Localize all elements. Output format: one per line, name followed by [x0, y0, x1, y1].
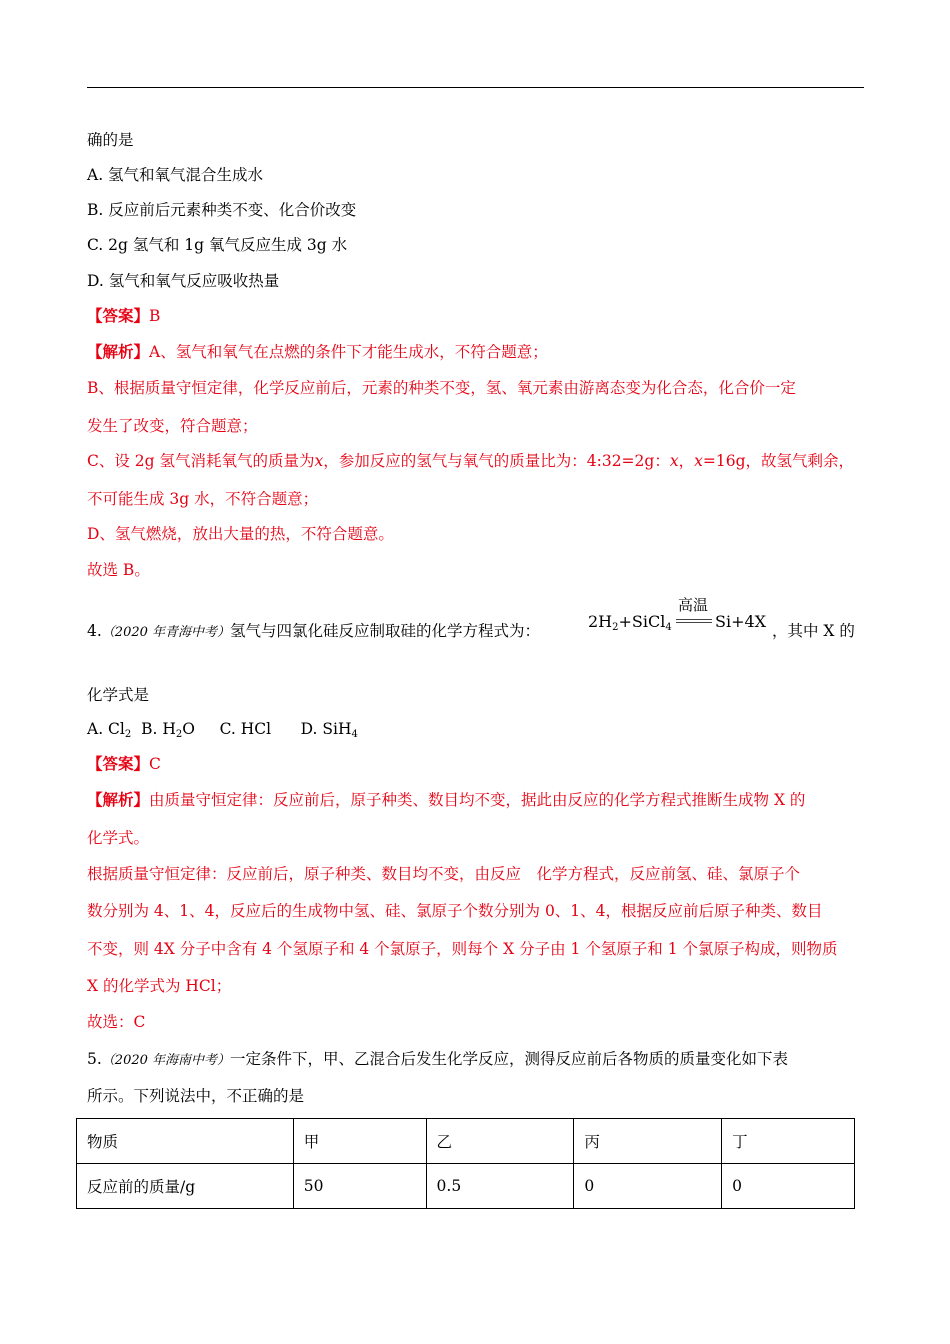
q3-answer: 【答案】B	[87, 306, 161, 325]
q3-analysis-4: C、设 2g 氢气消耗氧气的质量为x，参加反应的氢气与氧气的质量比为：4:32=2g：x，x=16g，故氢气剩余，	[87, 452, 854, 470]
q4-analysis-2: 化学式。	[87, 829, 150, 847]
q3-option-c: C. 2g 氢气和 1g 氧气反应生成 3g 水	[87, 236, 348, 254]
table-header-cell: 丁	[722, 1119, 855, 1164]
q3-stem-end: 确的是	[87, 131, 134, 149]
q4-conclusion: 故选：C	[87, 1013, 146, 1031]
q3-analysis-1: 【解析】A、氢气和氧气在点燃的条件下才能生成水，不符合题意；	[87, 342, 548, 361]
q4-answer: 【答案】C	[87, 754, 161, 773]
table-cell: 0.5	[426, 1164, 574, 1209]
q3-analysis-2: B、根据质量守恒定律，化学反应前后，元素的种类不变，氢、氧元素由游离态变为化合态，化合价一定	[87, 379, 796, 397]
q4-options: A. $Cl_2$ B. $H_2O$ C. HCl D. SiH$_4$	[87, 720, 358, 740]
q3-option-b: B. 反应前后元素种类不变、化合价改变	[87, 201, 357, 219]
table-cell: 反应前的质量/g	[77, 1164, 294, 1209]
table-cell: 0	[574, 1164, 722, 1209]
reaction-condition: 高温	[678, 596, 709, 614]
q4-analysis-1: 【解析】由质量守恒定律：反应前后，原子种类、数目均不变，据此由反应的化学方程式推断生成物 X 的	[87, 790, 806, 809]
table-header-cell: 甲	[293, 1119, 426, 1164]
q5-stem-1: 5.（2020 年海南中考）一定条件下，甲、乙混合后发生化学反应，测得反应前后各物质的质量变化如下表	[87, 1050, 789, 1068]
q4-stem: 4.（2020 年青海中考）氢气与四氯化硅反应制取硅的化学方程式为：	[87, 622, 541, 640]
q4-stem-end: 化学式是	[87, 686, 150, 704]
table-header-cell: 乙	[426, 1119, 574, 1164]
q3-analysis-6: D、氢气燃烧，放出大量的热，不符合题意。	[87, 525, 394, 543]
table-header-cell: 物质	[77, 1119, 294, 1164]
table-row	[77, 1164, 855, 1209]
q3-analysis-3: 发生了改变，符合题意；	[87, 417, 258, 435]
table-header-row	[77, 1119, 855, 1164]
q4-analysis-3: 根据质量守恒定律：反应前后，原子种类、数目均不变，由反应 化学方程式，反应前氢、硅、氯原子个	[87, 865, 801, 883]
header-rule	[87, 87, 864, 88]
chemical-equation: $2H_2+SiCl_4$ 高温 Si+4X	[588, 596, 767, 633]
q3-analysis-5: 不可能生成 3g 水，不符合题意；	[87, 490, 319, 508]
q4-analysis-6: X 的化学式为 HCl；	[87, 977, 232, 995]
q4-stem-after: ，其中 X 的	[772, 622, 855, 640]
mass-table	[76, 1118, 855, 1209]
q3-option-d: D. 氢气和氧气反应吸收热量	[87, 272, 280, 290]
table-header-cell: 丙	[574, 1119, 722, 1164]
q3-conclusion: 故选 B。	[87, 561, 150, 579]
table-cell: 50	[293, 1164, 426, 1209]
q3-option-a: A. 氢气和氧气混合生成水	[87, 166, 264, 184]
table-cell: 0	[722, 1164, 855, 1209]
q5-stem-2: 所示。下列说法中，不正确的是	[87, 1087, 305, 1105]
q4-analysis-4: 数分别为 4、1、4，反应后的生成物中氢、硅、氯原子个数分别为 0、1、4，根据反应前后原子种类、数目	[87, 902, 823, 920]
q4-analysis-5: 不变，则 4X 分子中含有 4 个氢原子和 4 个氯原子，则每个 X 分子由 1 个氢原子和 1 个氯原子构成，则物质	[87, 940, 838, 958]
